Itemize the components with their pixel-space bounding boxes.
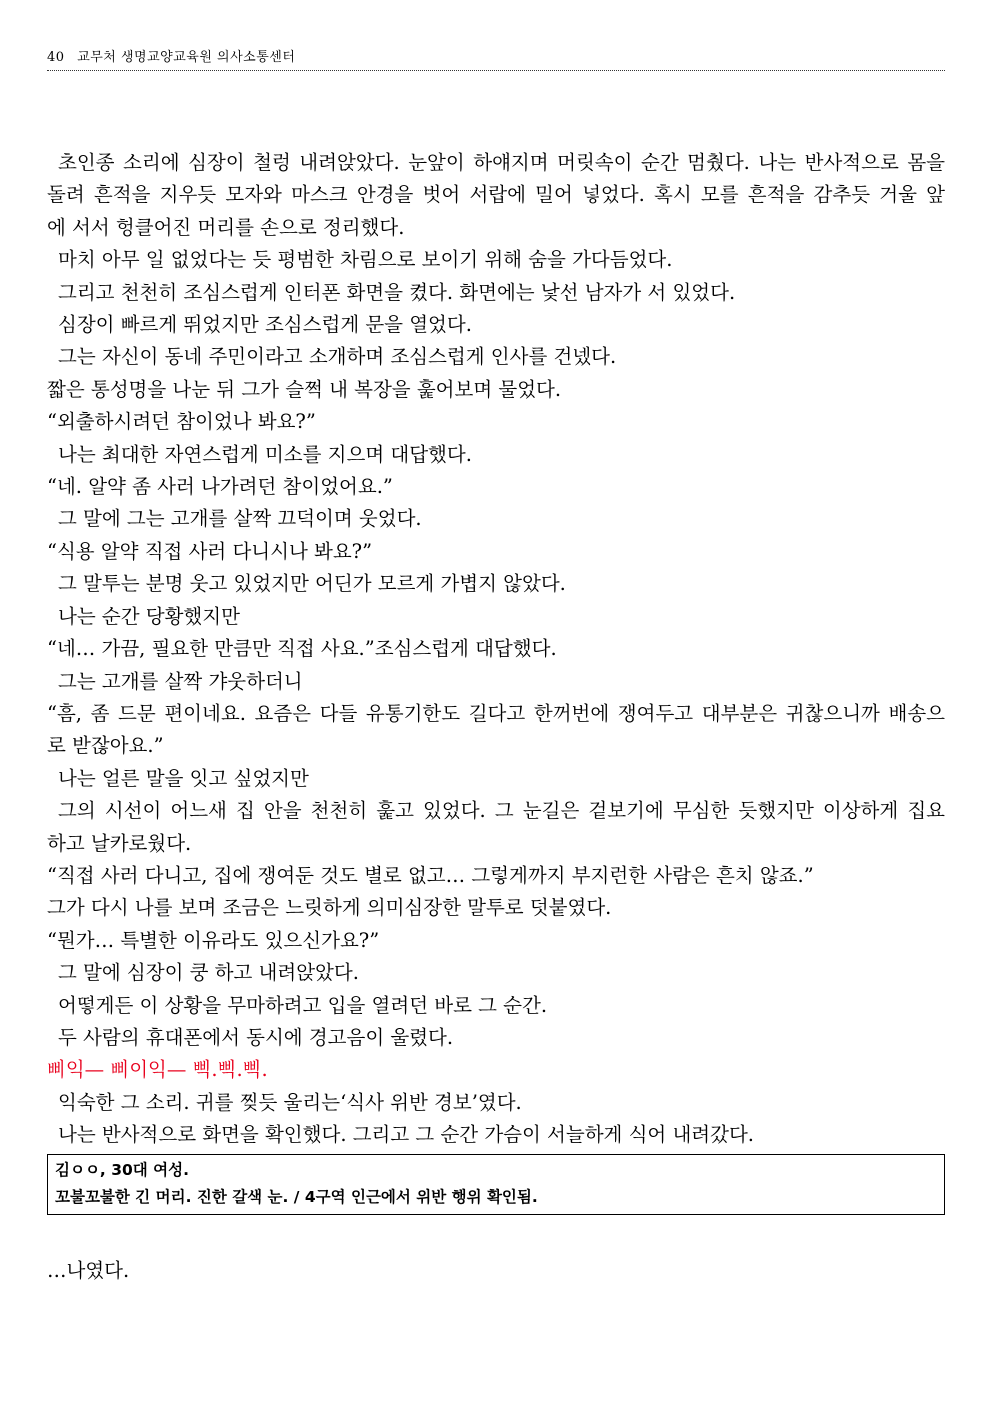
text-line: 그 말투는 분명 웃고 있었지만 어딘가 모르게 가볍지 않았다.	[58, 572, 566, 596]
alarm-sound-text: 삐익— 삐이익— 삑.삑.삑.	[47, 1058, 268, 1082]
story-body	[47, 147, 945, 1287]
text-line: 그 말에 그는 고개를 살짝 끄덕이며 웃었다.	[58, 507, 422, 531]
text-line: 에 서서 헝클어진 머리를 손으로 정리했다.	[47, 215, 405, 239]
text-line: 그가 다시 나를 보며 조금은 느릿하게 의미심장한 말투로 덧붙였다.	[47, 896, 612, 920]
page-header	[47, 46, 945, 65]
text-line: 그는 자신이 동네 주민이라고 소개하며 조심스럽게 인사를 건넸다.	[58, 345, 617, 369]
text-line: “식용 알약 직접 사러 다니시나 봐요?”	[47, 539, 373, 563]
text-line: “외출하시려던 참이었나 봐요?”	[47, 410, 316, 434]
text-line: 마치 아무 일 없었다는 듯 평범한 차림으로 보이기 위해 숨을 가다듬었다.	[58, 248, 673, 272]
paragraph-lines-after	[47, 1087, 945, 1152]
text-line: 나는 순간 당황했지만	[58, 604, 240, 628]
text-line: 하고 날카로웠다.	[47, 831, 192, 855]
text-line: 초인종 소리에 심장이 철렁 내려앉았다. 눈앞이 하얘지며 머릿속이 순간 멈췄다. 나는 반사적으로 몸을	[58, 151, 945, 174]
text-line: 그의 시선이 어느새 집 안을 천천히 훑고 있었다. 그 눈길은 겉보기에 무심한 듯했지만 이상하게 집요	[58, 799, 945, 823]
text-line: 그 말에 심장이 쿵 하고 내려앉았다.	[58, 961, 359, 985]
page-number: 40	[47, 50, 65, 65]
text-line: “뭔가… 특별한 이유라도 있으신가요?”	[47, 928, 380, 952]
text-line: 그는 고개를 살짝 갸웃하더니	[58, 669, 303, 693]
text-line: “흠, 좀 드문 편이네요. 요즘은 다들 유통기한도 길다고 한꺼번에 쟁여두고 대부분은 귀찮으니까 배송으	[47, 701, 945, 725]
text-line: 그리고 천천히 조심스럽게 인터폰 화면을 켰다. 화면에는 낯선 남자가 서 있었다.	[58, 280, 736, 304]
text-line: 나는 반사적으로 화면을 확인했다. 그리고 그 순간 가슴이 서늘하게 식어 내려갔다.	[58, 1123, 755, 1147]
alert-line-2: 꼬불꼬불한 긴 머리. 진한 갈색 눈. / 4구역 인근에서 위반 행위 확인됨.	[55, 1187, 538, 1206]
text-line: 익숙한 그 소리. 귀를 찢듯 울리는‘식사 위반 경보’였다.	[58, 1090, 522, 1114]
text-line: 어떻게든 이 상황을 무마하려고 입을 열려던 바로 그 순간.	[58, 993, 548, 1017]
text-line: 로 받잖아요.”	[47, 734, 164, 758]
text-line: 심장이 빠르게 뛰었지만 조심스럽게 문을 열었다.	[58, 313, 472, 337]
alert-line-1: 김ㅇㅇ, 30대 여성.	[55, 1160, 189, 1179]
organization-name: 교무처 생명교양교육원 의사소통센터	[77, 50, 296, 65]
text-line: 두 사람의 휴대폰에서 동시에 경고음이 울렸다.	[58, 1025, 454, 1049]
text-line: “직접 사러 다니고, 집에 쟁여둔 것도 별로 없고… 그렇게까지 부지런한 사람은 흔치 않죠.”	[47, 863, 814, 887]
text-line: 돌려 흔적을 지우듯 모자와 마스크 안경을 벗어 서랍에 밀어 넣었다. 혹시 모를 흔적을 감추듯 거울 앞	[47, 183, 945, 207]
ending-line: …나였다.	[47, 1258, 130, 1282]
text-line: 나는 얼른 말을 잇고 싶었지만	[58, 766, 309, 790]
text-line: “네. 알약 좀 사러 나가려던 참이었어요.”	[47, 475, 393, 499]
text-line: 짧은 통성명을 나눈 뒤 그가 슬쩍 내 복장을 훑어보며 물었다.	[47, 377, 562, 401]
paragraph-lines	[47, 147, 945, 1054]
text-line: “네… 가끔, 필요한 만큼만 직접 사요.”조심스럽게 대답했다.	[47, 637, 557, 661]
text-line: 나는 최대한 자연스럽게 미소를 지으며 대답했다.	[58, 442, 472, 466]
header-divider	[47, 70, 945, 71]
violation-alert-box	[47, 1154, 945, 1215]
